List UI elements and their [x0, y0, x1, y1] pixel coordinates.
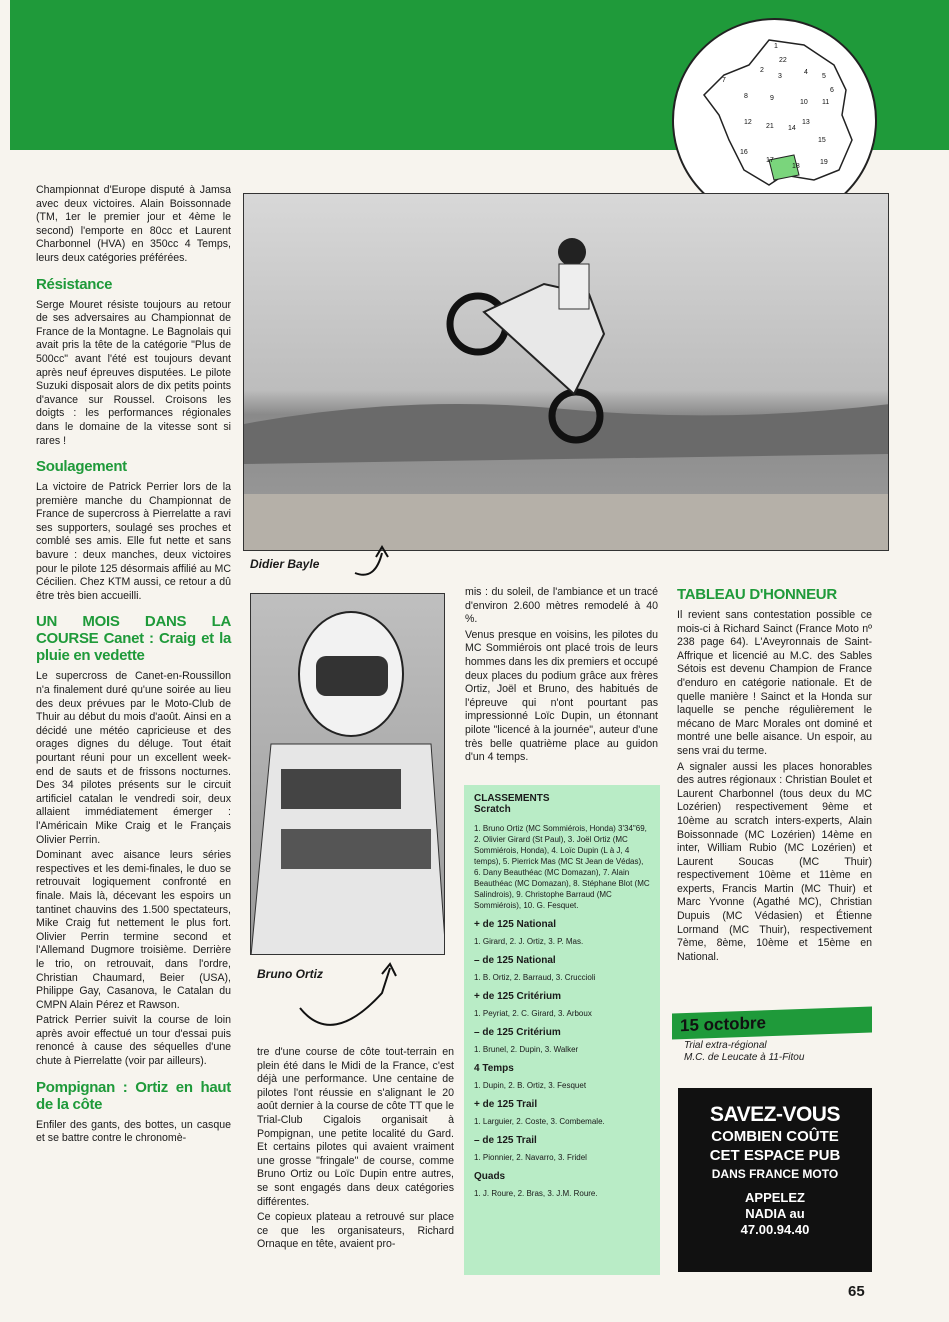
mois-text-1: Le supercross de Canet-en-Roussillon n'a finalement duré qu'une soirée au lieu des deux prévues par le Moto-Club de Thuir au début du mois d'août. Ainsi en a décidé une météo capricieuse et des orages dignes du déluge. Tout était pourtant réuni pour un excellent week-end de sauts et de frissons nocturnes. Des 34 pilotes présents sur le circuit artificiel catalan le vendredi soir, deux allaient immédiatement émerger : l'Américain Mike Craig et le Français Olivier Perrin. — [36, 670, 231, 846]
map-number: 19 — [820, 159, 828, 166]
mois-text-2: Dominant avec aisance leurs séries respectives et les demi-finales, le duo se retrouvait logiquement confronté en finale. Mais là, décevant les espoirs un tantinet chauvins des 1.500 spectateurs, Mike Craig fut nettement le plus fort. Olivier Perrin termine second et l'Allemand Dugmore troisième. Derrière le trio, on retrouvait, dans l'ordre, Christian Chaumard, Beier (USA), Philippe Gay, Casanova, le Catalan du CMPN Alain Pérez et Rawson. — [36, 849, 231, 1011]
results-scratch: 1. Bruno Ortiz (MC Sommiérois, Honda) 3'34"69, 2. Olivier Girard (St Paul), 3. Joël Ortiz (MC Sommiérois, Honda), 4. Loïc Dupin (L à J, 4 temps), 5. Pierrick Mas (MC St Jean de Védas), 6. Dany Beauthéac (MC Domazan), 7. Alain Beauthéac (MC Domazan), 8. Stéphane Blot (MC Salindrois), 9. Christophe Barraud (MC Sommiérois), 10. G. Fesquet. — [474, 824, 650, 910]
motocross-photo-icon — [244, 194, 889, 551]
map-number: 14 — [788, 125, 796, 132]
results-category-line: 1. Dupin, 2. B. Ortiz, 3. Fesquet — [474, 1081, 587, 1090]
ad-line-2: COMBIEN COÛTE — [711, 1128, 839, 1145]
ad-line-4: DANS FRANCE MOTO — [711, 1167, 839, 1181]
results-category-line: 1. Peyriat, 2. C. Girard, 3. Arboux — [474, 1009, 592, 1018]
pompignan-text: Enfiler des gants, des bottes, un casque et se battre contre le chronomè- — [36, 1118, 231, 1145]
results-category-title: + de 125 Trail — [474, 1099, 538, 1110]
map-number: 18 — [792, 163, 800, 170]
map-number: 2 — [760, 67, 764, 74]
intro-text: Championnat d'Europe disputé à Jamsa avec deux victoires. Alain Boissonnade (TM, 1er le premier jour et 4ème le second) l'emporte en 80cc et Laurent Charbonnel (HVA) en 350cc 4 Temps, leurs deux catégories préférées. — [36, 184, 231, 264]
ad-line-1: SAVEZ-VOUS — [710, 1103, 840, 1126]
map-number: 1 — [774, 43, 778, 50]
event-line-1: Trial extra-régional — [684, 1040, 767, 1051]
map-number: 5 — [822, 73, 826, 80]
advertisement-box — [678, 1088, 872, 1272]
section-title-resistance: Résistance — [36, 275, 113, 293]
results-category-line: 1. B. Ortiz, 2. Barraud, 3. Cruccioli — [474, 973, 596, 982]
ad-line-3: CET ESPACE PUB — [709, 1147, 841, 1164]
results-header: CLASSEMENTS — [474, 793, 550, 804]
pompignan-text-cont: tre d'une course de côte tout-terrain en plein été dans le Midi de la France, c'est déjà une performance. Une centaine de pilotes l'ont réussie en s'alignant le 20 août dernier à la course de côte TT que le Trial-Club Cigalois organisait à Pompignan, une petite localité du Gard. Et certains pilotes qui avaient vraiment une grosse "fringale" de course, comme Bruno Ortiz ou Loïc Dupin entre autres, se sont engagés dans deux catégories différentes. — [257, 1046, 454, 1208]
map-number: 12 — [744, 119, 752, 126]
column-2 — [257, 1046, 454, 1254]
col3-text-2: Venus presque en voisins, les pilotes du MC Sommiérois ont placé trois de leurs hommes dans les dix premiers et occupé deux places du podium grâce aux frères Ortiz, Joël et Bruno, des habitués de l'épreuve qui n'ont pourtant pas impressionné Loïc Dupin, un étonnant pilote "licencé à la journée", auteur d'une très belle quatrième place au guidon d'un 4 temps. — [465, 628, 658, 764]
col3-text-1: mis : du soleil, de l'ambiance et un tracé d'environ 2.600 mètres remodelé à 40 %. — [465, 586, 658, 626]
map-number: 7 — [722, 77, 726, 84]
ad-phone: 47.00.94.40 — [740, 1222, 810, 1237]
results-category-title: – de 125 Trail — [474, 1135, 537, 1146]
column-3 — [465, 586, 658, 767]
map-number: 17 — [766, 157, 774, 164]
rider-portrait-icon — [251, 594, 445, 955]
results-category-title: + de 125 Critérium — [474, 991, 561, 1002]
curved-arrow-icon — [292, 958, 402, 1038]
map-number: 22 — [779, 57, 787, 64]
map-number: 6 — [830, 87, 834, 94]
pompignan-text-cont-2: Ce copieux plateau a retrouvé sur place ce que les organisateurs, Richard Ornaque en tête, avaient pro- — [257, 1211, 454, 1251]
results-category-line: 1. Girard, 2. J. Ortiz, 3. P. Mas. — [474, 937, 584, 946]
results-category-line: 1. Larguier, 2. Coste, 3. Combemale. — [474, 1117, 605, 1126]
column-1 — [36, 184, 231, 1148]
results-category-line: 1. J. Roure, 2. Bras, 3. J.M. Roure. — [474, 1189, 598, 1198]
resistance-text: Serge Mouret résiste toujours au retour de ses adversaires au Championnat de France de la Montagne. Le Bagnolais qui avait pris la tête de la catégorie "Plus de 500cc" avant l'été est toujours devant après neuf épreuves disputées. Le pilote Suzuki disposait alors de dix petits points d'avance sur Roussel. Croisons les doigts : les performances régionales dans le domaine de la vitesse sont si rares ! — [36, 298, 231, 447]
results-subheader: Scratch — [474, 804, 511, 815]
event-line-2: M.C. de Leucate à 11-Fitou — [684, 1052, 805, 1063]
map-number: 3 — [778, 73, 782, 80]
tableau-text-2: A signaler aussi les places honorables des autres régionaux : Christian Boulet et Laurent Charbonnel (tous deux du MC Lozérien) respectivement 9ème et 10ème au scratch inters-experts, Alain Boissonnade (MC Lozérien) 14ème en inter, William Rubio (MC Lozérien) et Laurent Soucas (MC Thuir) respectivement 10ème et 11ème en experts, Francis Martin (MC Thuir) et Marc Yvonne (Agathé MC), Christian Dupuis (MC Védasien) et Étienne Lormand (MC Thuir), respectivement 7ème, 8ème, 10ème et 15ème en National. — [677, 760, 872, 963]
results-category-title: – de 125 National — [474, 955, 556, 966]
section-title-mois: UN MOIS DANS LA COURSE Canet : Craig et la pluie en vedette — [36, 613, 231, 665]
results-category-title: + de 125 National — [474, 919, 556, 930]
page-number: 65 — [848, 1283, 865, 1300]
map-number: 9 — [770, 95, 774, 102]
map-number: 10 — [800, 99, 808, 106]
caption-photo-1: Didier Bayle — [250, 557, 320, 571]
tableau-text-1: Il revient sans contestation possible ce mois-ci à Richard Sainct (France Moto nº 238 page 64). L'Aveyronnais de Saint-Affrique et licencié au M.C. des Sables Sétois est devenu Champion de France d'enduro en catégorie nationale. Et de quelle manière ! Sainct et la Honda sur laquelle se penche régulièrement le mécano de Marc Morales ont dominé et montré une belle aisance. Un espoir, au sens vrai du terme. — [677, 609, 872, 757]
arrow-icon — [350, 543, 395, 583]
column-4 — [677, 586, 872, 966]
soulagement-text: La victoire de Patrick Perrier lors de la première manche du Championnat de France de supercross à Pierrelatte a ravi ses supporters, soulagé ses proches et comblé ses amis. Elle fut nette et sans bavure : deux manches, deux victoires pour le pilote 125 désormais affilié au MC Cécilien. Chez KTM aussi, ce retour a dû être très bien accueilli. — [36, 481, 231, 602]
mois-text-3: Patrick Perrier suivit la course de loin après avoir effectué un tour d'essai puis renoncé à cause des séquelles d'une chute à Pierrelatte (voir par ailleurs). — [36, 1014, 231, 1068]
results-category-line: 1. Pionnier, 2. Navarro, 3. Fridel — [474, 1153, 587, 1162]
results-category-title: 4 Temps — [474, 1063, 514, 1074]
event-date-banner: 15 octobre — [672, 1007, 872, 1040]
ad-line-6: NADIA au — [745, 1206, 805, 1221]
ad-line-5: APPELEZ — [745, 1190, 805, 1205]
map-number: 13 — [802, 119, 810, 126]
results-box — [464, 785, 660, 1275]
results-category-line: 1. Brunel, 2. Dupin, 3. Walker — [474, 1045, 579, 1054]
results-category-title: – de 125 Critérium — [474, 1027, 561, 1038]
map-number: 11 — [822, 99, 830, 106]
photo-motocross-jump — [243, 193, 889, 551]
map-number: 21 — [766, 123, 774, 130]
photo-rider-portrait — [250, 593, 445, 955]
map-number: 4 — [804, 69, 808, 76]
caption-photo-2: Bruno Ortiz — [257, 967, 323, 981]
section-title-tableau: TABLEAU D'HONNEUR — [677, 586, 837, 603]
event-details — [684, 1040, 874, 1064]
map-number: 8 — [744, 93, 748, 100]
results-category-title: Quads — [474, 1171, 506, 1182]
map-number: 16 — [740, 149, 748, 156]
section-title-soulagement: Soulagement — [36, 458, 127, 476]
section-title-pompignan: Pompignan : Ortiz en haut de la côte — [36, 1078, 231, 1113]
map-number: 15 — [818, 137, 826, 144]
